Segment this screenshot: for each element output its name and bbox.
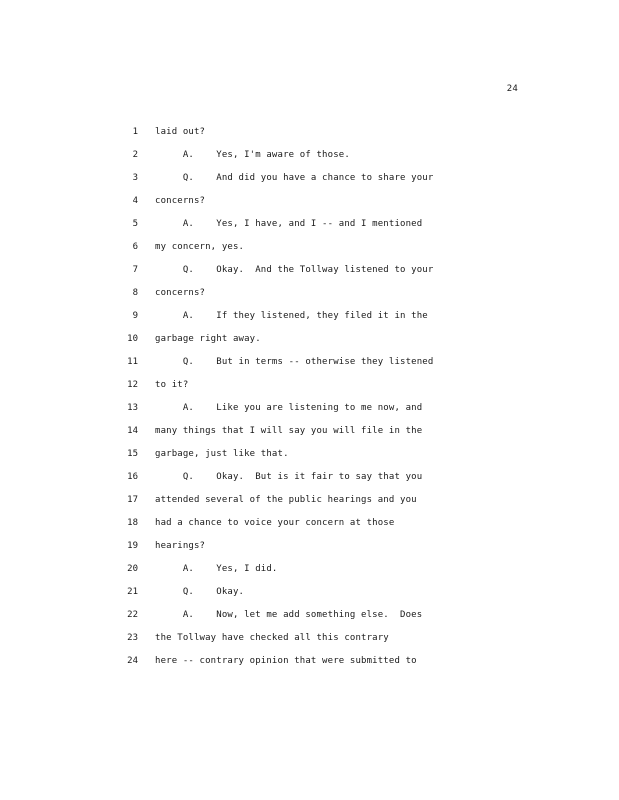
line-text: garbage, just like that. bbox=[155, 449, 289, 459]
transcript-line bbox=[0, 354, 619, 377]
line-number: 21 bbox=[127, 587, 138, 597]
transcript-body bbox=[0, 124, 619, 676]
line-text: laid out? bbox=[155, 127, 206, 137]
transcript-line bbox=[0, 124, 619, 147]
line-number: 3 bbox=[132, 173, 138, 183]
line-text: Q. Okay. bbox=[155, 587, 245, 597]
line-number: 4 bbox=[132, 196, 138, 206]
transcript-line bbox=[0, 193, 619, 216]
transcript-line bbox=[0, 216, 619, 239]
line-number: 15 bbox=[127, 449, 138, 459]
line-number: 18 bbox=[127, 518, 138, 528]
line-number: 12 bbox=[127, 380, 138, 390]
line-number: 13 bbox=[127, 403, 138, 413]
line-text: A. Now, let me add something else. Does bbox=[155, 610, 423, 620]
line-number: 7 bbox=[132, 265, 138, 275]
transcript-line bbox=[0, 584, 619, 607]
transcript-line bbox=[0, 446, 619, 469]
transcript-line bbox=[0, 147, 619, 170]
line-number: 19 bbox=[127, 541, 138, 551]
line-number: 17 bbox=[127, 495, 138, 505]
line-number: 9 bbox=[132, 311, 138, 321]
line-text: A. If they listened, they filed it in the bbox=[155, 311, 428, 321]
line-text: Q. Okay. And the Tollway listened to your bbox=[155, 265, 434, 275]
line-text: A. Yes, I have, and I -- and I mentioned bbox=[155, 219, 423, 229]
line-number: 2 bbox=[132, 150, 138, 160]
line-text: had a chance to voice your concern at those bbox=[155, 518, 395, 528]
transcript-line bbox=[0, 377, 619, 400]
transcript-line bbox=[0, 561, 619, 584]
line-number: 11 bbox=[127, 357, 138, 367]
line-text: Q. Okay. But is it fair to say that you bbox=[155, 472, 423, 482]
transcript-line bbox=[0, 423, 619, 446]
line-text: garbage right away. bbox=[155, 334, 261, 344]
line-text: Q. And did you have a chance to share your bbox=[155, 173, 434, 183]
transcript-line bbox=[0, 469, 619, 492]
line-text: many things that I will say you will file in the bbox=[155, 426, 423, 436]
transcript-line bbox=[0, 262, 619, 285]
page-number: 24 bbox=[506, 84, 518, 94]
line-number: 10 bbox=[127, 334, 138, 344]
line-text: hearings? bbox=[155, 541, 206, 551]
transcript-line bbox=[0, 400, 619, 423]
transcript-line bbox=[0, 630, 619, 653]
line-text: to it? bbox=[155, 380, 189, 390]
line-text: the Tollway have checked all this contrary bbox=[155, 633, 389, 643]
line-number: 5 bbox=[132, 219, 138, 229]
transcript-line bbox=[0, 308, 619, 331]
line-number: 1 bbox=[132, 127, 138, 137]
line-text: here -- contrary opinion that were submitted to bbox=[155, 656, 417, 666]
transcript-line bbox=[0, 607, 619, 630]
transcript-line bbox=[0, 170, 619, 193]
line-text: attended several of the public hearings and you bbox=[155, 495, 417, 505]
line-text: concerns? bbox=[155, 288, 206, 298]
line-number: 6 bbox=[132, 242, 138, 252]
transcript-line bbox=[0, 538, 619, 561]
line-number: 24 bbox=[127, 656, 138, 666]
transcript-line bbox=[0, 515, 619, 538]
line-number: 22 bbox=[127, 610, 138, 620]
line-text: A. Like you are listening to me now, and bbox=[155, 403, 423, 413]
line-text: A. Yes, I'm aware of those. bbox=[155, 150, 350, 160]
line-number: 8 bbox=[132, 288, 138, 298]
line-text: my concern, yes. bbox=[155, 242, 245, 252]
line-text: concerns? bbox=[155, 196, 206, 206]
transcript-line bbox=[0, 492, 619, 515]
line-number: 20 bbox=[127, 564, 138, 574]
transcript-line bbox=[0, 331, 619, 354]
transcript-line bbox=[0, 653, 619, 676]
line-number: 14 bbox=[127, 426, 138, 436]
line-number: 16 bbox=[127, 472, 138, 482]
transcript-line bbox=[0, 239, 619, 262]
line-number: 23 bbox=[127, 633, 138, 643]
transcript-line bbox=[0, 285, 619, 308]
line-text: A. Yes, I did. bbox=[155, 564, 278, 574]
line-text: Q. But in terms -- otherwise they listened bbox=[155, 357, 434, 367]
